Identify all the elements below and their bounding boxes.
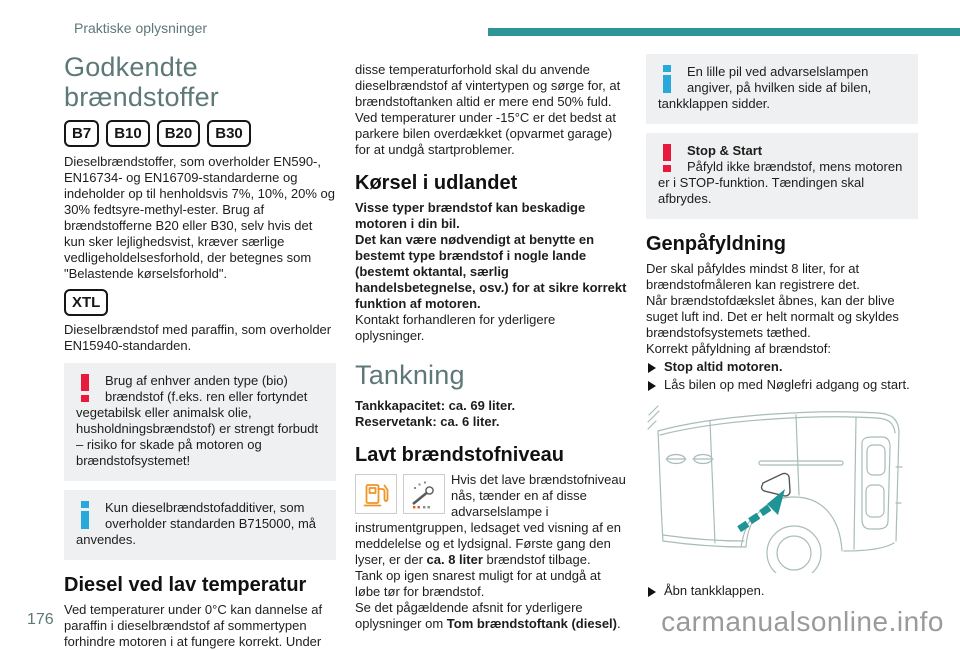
warning-box-text: Brug af enhver anden type (bio) brændstof (f.eks. ren eller fortyndet vegetabilsk eller animalsk olie, husholdningsbrændstof) er strengt forbudt – risiko for skade på motoren og brændstofsystemet! bbox=[76, 373, 319, 468]
info-icon bbox=[661, 65, 676, 93]
fuel-badge-row bbox=[64, 120, 336, 147]
warning-box-bio-fuel bbox=[64, 363, 336, 481]
low-temp-paragraph-continued: disse temperaturforhold skal du anvende dieselbrændstof af vintertypen og sørge for, at brændstoftanken altid er mere end 50% fuld. Ved temperaturer under -15°C er det bedst at parkere bilen overdækket (opvarmet garage) for at undgå startproblemer. bbox=[355, 62, 621, 157]
column-right bbox=[646, 50, 918, 650]
fuel-pump-warning-lamp bbox=[355, 474, 397, 514]
fuel-badge-b30: B30 bbox=[207, 120, 251, 147]
subsection-title-driving-abroad: Kørsel i udlandet bbox=[355, 172, 518, 194]
info-box-arrow-note bbox=[646, 54, 918, 124]
low-fuel-body bbox=[355, 472, 627, 568]
refill-step-stop-engine: Stop altid motoren. bbox=[646, 359, 918, 375]
watermark: carmanualsonline.info bbox=[661, 606, 944, 637]
subsection-title-refill: Genpåfyldning bbox=[646, 233, 786, 255]
warning-box-stop-start bbox=[646, 133, 918, 219]
fuel-badge-b20: B20 bbox=[157, 120, 201, 147]
refill-paragraph-2: Når brændstofdækslet åbnes, kan der blive suget luft ind. Det er helt normalt og skyldes brændstofsystemets tæthed. bbox=[646, 293, 899, 340]
refill-paragraph-1: Der skal påfyldes mindst 8 liter, for at brændstofmåleren kan registrere det. bbox=[646, 261, 860, 292]
van-fuel-flap-illustration bbox=[646, 403, 910, 573]
refill-step-unlock: Lås bilen op med Nøglefri adgang og start. bbox=[646, 377, 918, 393]
stop-start-title: Stop & Start bbox=[687, 143, 763, 158]
low-fuel-refill-soon: Tank op igen snarest muligt for at undgå at løbe tør for brændstof. bbox=[355, 568, 601, 599]
fuel-flap-arrow bbox=[737, 489, 785, 532]
reserve-tank-line: Reservetank: ca. 6 liter. bbox=[355, 414, 500, 429]
header-accent-bar bbox=[488, 28, 960, 36]
tank-capacity-line: Tankkapacitet: ca. 69 liter. bbox=[355, 398, 516, 413]
section-title-refuelling: Tankning bbox=[355, 360, 465, 390]
xtl-paragraph: Dieselbrændstof med paraffin, som overholder EN15940-standarden. bbox=[64, 322, 332, 353]
fuel-badge-xtl: XTL bbox=[64, 289, 108, 316]
info-box-additives bbox=[64, 490, 336, 560]
approved-fuels-paragraph: Dieselbrændstoffer, som overholder EN590-, EN16734- og EN16709-standarderne og indeholder op til henholdsvis 7%, 10%, 20% og 30% fedtsyre-methyl-ester. Brug af brændstofferne B20 eller B30, selv hvis det kun sker lejlighedsvist, kræver særlige vedligeholdelsesforhold, der betegnes som "Belastende kørselsforhold". bbox=[64, 154, 336, 281]
page-number: 176 bbox=[27, 611, 54, 628]
warning-exclamation-icon bbox=[79, 374, 94, 402]
bullet-arrow-icon bbox=[648, 381, 656, 391]
column-left bbox=[64, 50, 336, 650]
column-middle bbox=[355, 50, 627, 650]
section-title-approved-fuels: Godkendte brændstoffer bbox=[64, 52, 219, 112]
info-box-text: Kun dieselbrændstofadditiver, som overholder standarden B715000, må anvendes. bbox=[76, 500, 317, 547]
low-fuel-see-section: Se det pågældende afsnit for yderligere oplysninger om Tom brændstoftank (diesel). bbox=[355, 600, 621, 631]
breadcrumb: Praktiske oplysninger bbox=[74, 20, 208, 36]
refill-paragraph-3: Korrekt påfyldning af brændstof: bbox=[646, 341, 831, 356]
info-icon bbox=[79, 501, 94, 529]
low-temp-paragraph: Ved temperaturer under 0°C kan dannelse af paraffin i dieselbrændstof af sommertypen forhindre motoren i at fungere korrekt. Under bbox=[64, 602, 323, 649]
stop-start-text: Påfyld ikke brændstof, mens motoren er i STOP-funktion. Tændingen skal afbrydes. bbox=[658, 159, 903, 206]
fuel-pump-icon bbox=[363, 479, 389, 509]
subsection-title-low-fuel: Lavt brændstofniveau bbox=[355, 444, 564, 466]
fuel-badge-b7: B7 bbox=[64, 120, 99, 147]
arrow-note-text: En lille pil ved advarselslampen angiver, på hvilken side af bilen, tankklappen sidder. bbox=[658, 64, 872, 111]
warning-exclamation-icon bbox=[661, 144, 676, 172]
refill-step-open-flap: Åbn tankklappen. bbox=[646, 583, 918, 599]
abroad-normal-paragraph: Kontakt forhandleren for yderligere oplysninger. bbox=[355, 312, 556, 343]
fuel-gauge-warning-lamp bbox=[403, 474, 445, 514]
page-content bbox=[64, 50, 918, 650]
low-fuel-text: Hvis det lave brændstofniveau nås, tænder en af disse advarselslampe i instrumentgruppen, ledsaget ved visning af en meddelelse og et lydsignal. Første gang den lyser, er der ca. 8 liter brændstof tilbage. bbox=[355, 472, 626, 567]
bullet-arrow-icon bbox=[648, 587, 656, 597]
xtl-badge-row bbox=[64, 289, 336, 316]
abroad-bold-paragraph-2: Det kan være nødvendigt at benytte en bestemt type brændstof i nogle lande (bestemt oktantal, særlig handelsbetegnelse, osv.) for at sikre korrekt funktion af motoren. bbox=[355, 232, 627, 311]
abroad-bold-paragraph-1: Visse typer brændstof kan beskadige motoren i din bil. bbox=[355, 200, 586, 231]
subsection-title-low-temp: Diesel ved lav temperatur bbox=[64, 574, 307, 596]
bullet-arrow-icon bbox=[648, 363, 656, 373]
fuel-badge-b10: B10 bbox=[106, 120, 150, 147]
fuel-gauge-icon bbox=[410, 479, 438, 509]
